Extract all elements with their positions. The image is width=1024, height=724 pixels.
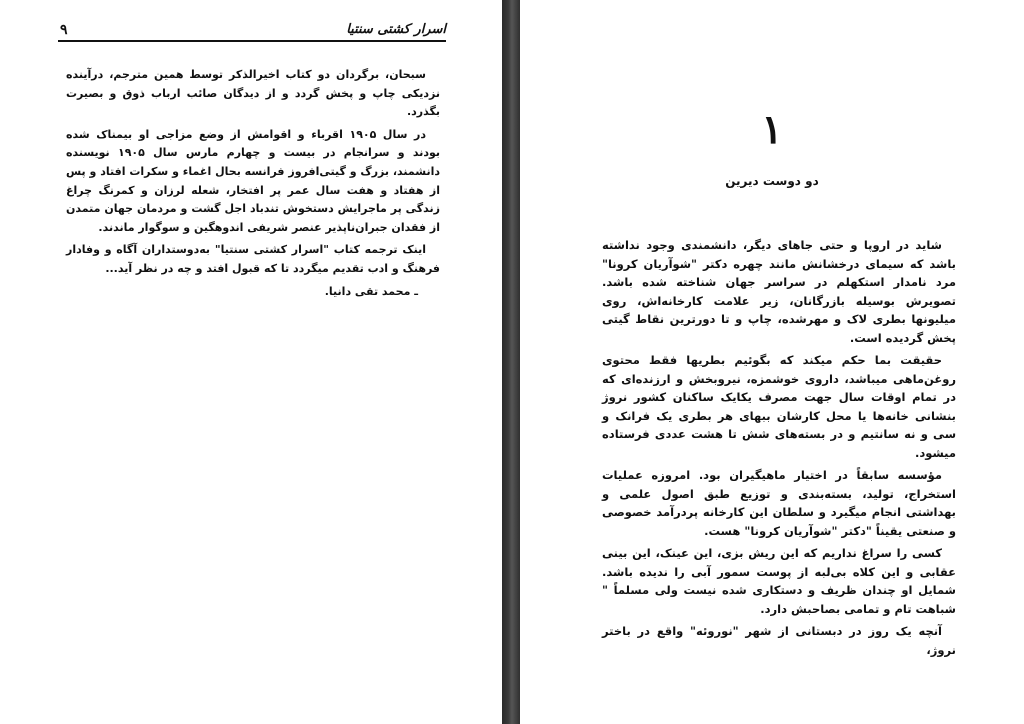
chapter-title: دو دوست دیرین bbox=[725, 174, 819, 188]
right-body-text bbox=[602, 236, 956, 663]
running-header bbox=[58, 22, 446, 42]
left-body-text bbox=[66, 66, 440, 305]
chapter-number: ۱ bbox=[761, 106, 783, 153]
right-page bbox=[520, 0, 1024, 724]
paragraph: شاید در اروپا و حتی جاهای دیگر، دانشمندی وجود نداشته باشد که سیمای درخشانش مانند چهره دکتر "شوآریان کرونا" مرد نامدار استکهلم در سراسر جهان شناخته شده باشد. تصویرش بوسیله بازرگانان، زیر علامت کارخانه‌اش، روی میلیونها بطری لاک و مهرشده، چاپ و تا دورترین نقاط گیتی پخش گردیده است. bbox=[602, 238, 956, 345]
book-spine bbox=[502, 0, 520, 724]
paragraph: اینک ترجمه کتاب "اسرار کشتی سنتیا" به‌دوستداران آگاه و وفادار فرهنگ و ادب تقدیم میگردد تا که قبول افتد و چه در نظر آید... bbox=[66, 243, 440, 275]
paragraph: کسی را سراغ نداریم که این ریش بزی، این عینک، این بینی عقابی و این کلاه بی‌لبه از پوست سمور آبی را ندیده باشد. شمایل او چندان ظریف و دستکاری شده نیست ولی مسلماً " شباهت تام و تمامی بصاحبش دارد. bbox=[602, 546, 956, 616]
paragraph: در سال ۱۹۰۵ اقرباء و اقوامش از وضع مزاجی او بیمناک شده بودند و سرانجام در بیست و چهارم مارس سال ۱۹۰۵ نویسنده دانشمند، بزرگ و گیتی‌افروز فرانسه بحال اغماء و سکرات افتاد و پس از هفتاد و هفت سال عمر پر افتخار، شعله لرزان و کمرنگ چراغ زندگی پر ماجرایش دستخوش تندباد اجل گشت و مردمان جهان متمدن از فقدان جبران‌ناپذیر عنصر شریفی اندوهگین و سوگوار ماندند. bbox=[66, 127, 440, 234]
translator-signature: ـ محمد تقی دانیا. bbox=[324, 284, 418, 298]
paragraph: سبحان، برگردان دو کتاب اخیرالذکر توسط همین مترجم، درآینده نزدیکی چاپ و پخش گردد و از دیدگان صائب ارباب ذوق و بصیرت بگذرد. bbox=[66, 68, 440, 119]
paragraph: آنچه یک روز در دبستانی از شهر "نوروئه" واقع در باختر نروژ، bbox=[602, 624, 956, 657]
running-title: اسرار کشتی سنتیا bbox=[346, 22, 446, 37]
paragraph: حقیقت بما حکم میکند که بگوئیم بطریها فقط محتوی روغن‌ماهی میباشد، داروی خوشمزه، نیروبخش و ارزنده‌ای که در تمام اوقات سال جهت مصرف یکایک ساکنان کشور نروژ بنشانی خانه‌ها یا محل کارشان ببهای هر بطری یک فرانک و سی و نه سانتیم و در بسته‌های شش تا هشت عددی فرستاده میشود. bbox=[602, 353, 956, 460]
page-number: ۹ bbox=[60, 22, 68, 38]
left-page bbox=[0, 0, 502, 724]
paragraph: مؤسسه سابقاً در اختیار ماهیگیران بود. امروزه عملیات استخراج، تولید، بسته‌بندی و توزیع طبق اصول علمی و بهداشتی انجام میگیرد و سلطان این کارخانه پردرآمد خصوصی و صنعتی یقیناً "دکتر "شوآریان کرونا" هست. bbox=[602, 468, 956, 538]
